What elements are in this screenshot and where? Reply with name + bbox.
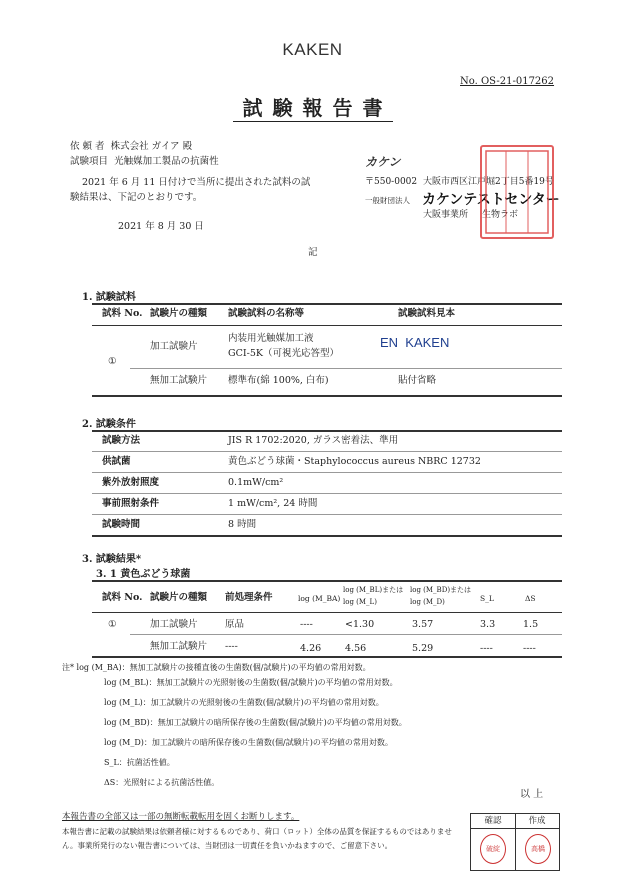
s3-header-c2: log (M_BL)または log (M_L) (343, 586, 404, 606)
report-date: 2021 年 8 月 30 日 (118, 221, 204, 232)
seal-graphic (482, 147, 552, 237)
company-seal (480, 145, 554, 239)
s1-sample-no: ① (108, 356, 117, 367)
s3-header-c3: log (M_BD)または log (M_D) (410, 586, 472, 606)
note-5: S_L：抗菌活性値。 (104, 758, 175, 767)
s1-row2-sample: 貼付省略 (398, 375, 437, 386)
s2-label-0: 試験方法 (102, 435, 141, 446)
section1-bottom-rule (92, 395, 562, 397)
test-item-value: 光触媒加工製品の抗菌性 (114, 156, 219, 167)
s3-row2-c1: 4.26 (300, 643, 322, 654)
s3-row1-c2: <1.30 (345, 619, 375, 630)
s3-header-c4: S_L (480, 594, 494, 603)
s3-row1-c4: 3.3 (480, 619, 496, 630)
closing-mark: 以 上 (520, 789, 544, 800)
s1-row1-name2: GCI-5K（可視光応答型） (228, 348, 339, 359)
s3-row1-type: 加工試験片 (150, 619, 198, 630)
notes-block (62, 662, 371, 673)
test-item-label: 試験項目 (70, 156, 109, 167)
s3-row2-pre: ---- (225, 641, 238, 652)
intro-line-2: 験結果は、下記のとおりです。 (70, 192, 203, 203)
section1-top-rule (92, 303, 562, 305)
s2-rule-2 (92, 493, 562, 494)
client-label: 依 頼 者 (70, 141, 105, 152)
document-title (0, 92, 625, 121)
s3-row2-c5: ---- (523, 643, 536, 654)
note-4: log (M_D)：加工試験片の暗所保存後の生菌数(個/試験片)の平均値の常用対数。 (104, 738, 393, 747)
title-text: 試験報告書 (233, 96, 393, 122)
s1-row1-sample: EN KAKEN (380, 335, 450, 350)
s3-header-no: 試料 No. (102, 592, 143, 603)
s2-rule-1 (92, 472, 562, 473)
note-3: log (M_BD)：無加工試験片の暗所保存後の生菌数(個/試験片)の平均値の常用対数。 (104, 718, 407, 727)
s2-rule-0 (92, 451, 562, 452)
s3-row2-c2: 4.56 (345, 643, 367, 654)
note-1: log (M_BL)：無加工試験片の光照射後の生菌数(個/試験片)の平均値の常用対数。 (104, 678, 398, 687)
s1-header-rule (92, 325, 562, 326)
s3-header-type: 試験片の種類 (150, 592, 208, 603)
approval-box (470, 813, 560, 871)
ki-mark: 記 (308, 247, 318, 258)
footer-line-2: 本報告書に記載の試験結果は依頼者様に対するものであり、荷口（ロット）全体の品質を保証するものではありませ (62, 827, 452, 836)
section3-top-rule (92, 580, 562, 582)
s1-row1-name1: 内装用光触媒加工液 (228, 333, 314, 344)
s3-row1-c3: 3.57 (412, 619, 434, 630)
s3-header-rule (92, 612, 562, 613)
s2-value-1: 黄色ぶどう球菌・Staphylococcus aureus NBRC 12732 (228, 456, 481, 467)
section3-bottom-rule (92, 656, 562, 658)
intro-line-1: 2021 年 6 月 11 日付けで当所に提出された試料の試 (82, 177, 311, 188)
s1-header-name: 試験試料の名称等 (228, 308, 305, 319)
s1-row-rule (130, 368, 562, 369)
confirm-stamp: 破綻 (480, 834, 506, 864)
s3-sample-no: ① (108, 619, 117, 630)
issuer-postal: 〒550-0002 (365, 177, 418, 187)
s1-row2-name1: 標準布(綿 100%, 白布) (228, 375, 329, 386)
s2-label-1: 供試菌 (102, 456, 131, 467)
s3-row1-c5: 1.5 (523, 619, 539, 630)
s2-value-2: 0.1mW/cm² (228, 477, 284, 488)
s1-header-no: 試料 No. (102, 308, 143, 319)
s1-row1-type: 加工試験片 (150, 341, 198, 352)
note-6: ΔS：光照射による抗菌活性値。 (104, 778, 220, 787)
notes-rest (104, 677, 407, 788)
s3-row1-pre: 原品 (225, 619, 245, 630)
s3-row2-c3: 5.29 (412, 643, 434, 654)
s2-label-2: 紫外放射照度 (102, 477, 160, 488)
issuer-address: 大阪市西区江戸堀2丁目5番19号 (423, 177, 554, 187)
section2-top-rule (92, 430, 562, 432)
document-number: No. OS-21-017262 (460, 76, 555, 87)
test-item-line (70, 155, 219, 169)
brand-logo: KAKEN (282, 40, 343, 59)
issuer-logo: カケン (365, 155, 401, 169)
s3-row2-c4: ---- (480, 643, 493, 654)
create-stamp: 高橋 (525, 834, 551, 864)
s2-value-4: 8 時間 (228, 519, 257, 530)
issuer-corp: 一般財団法人 (365, 196, 410, 205)
note-2: log (M_L)：加工試験片の光照射後の生菌数(個/試験片)の平均値の常用対数。 (104, 698, 384, 707)
s3-row1-c1: ---- (300, 619, 313, 630)
section2-heading: 2. 試験条件 (82, 419, 136, 430)
s3-row2-type: 無加工試験片 (150, 641, 208, 652)
footer-line-3: ん。事業所発行のない報告書については、当財団は一切責任を負いかねますので、ご留意下さい。 (62, 841, 393, 850)
approval-divider (515, 829, 516, 870)
s1-header-sample: 試験試料見本 (398, 308, 456, 319)
s3-header-pre: 前処理条件 (225, 592, 273, 603)
s2-value-3: 1 mW/cm², 24 時間 (228, 498, 318, 509)
s1-row2-type: 無加工試験片 (150, 375, 208, 386)
client-line (70, 140, 192, 154)
approval-create-label: 作成 (515, 814, 559, 829)
issuer-person: 生物ラボ (482, 210, 519, 220)
footer-line-1: 本報告書の全部又は一部の無断転載転用を固くお断りします。 (62, 812, 300, 822)
s2-rule-3 (92, 514, 562, 515)
s2-label-3: 事前照射条件 (102, 498, 160, 509)
s3-row-rule (130, 634, 562, 635)
issuer-name: カケンテストセンター (422, 191, 560, 207)
section2-bottom-rule (92, 535, 562, 537)
s3-header-c5: ΔS (525, 594, 536, 603)
section3-heading: 3. 試験結果* (82, 554, 142, 565)
section1-heading: 1. 試験試料 (82, 292, 136, 303)
section3-subheading: 3. 1 黄色ぶどう球菌 (96, 569, 191, 580)
issuer-office: 大阪事業所 (423, 210, 469, 220)
s2-label-4: 試験時間 (102, 519, 141, 530)
s3-header-c1: log (M_BA) (298, 594, 341, 603)
note-0: 注* log (M_BA)：無加工試験片の接種直後の生菌数(個/試験片)の平均値の常用対数。 (62, 663, 371, 672)
s2-value-0: JIS R 1702:2020, ガラス密着法、準用 (228, 435, 399, 446)
client-value: 株式会社 ガイア 殿 (110, 141, 193, 152)
approval-confirm-label: 確認 (471, 814, 516, 829)
s1-header-type: 試験片の種類 (150, 308, 208, 319)
